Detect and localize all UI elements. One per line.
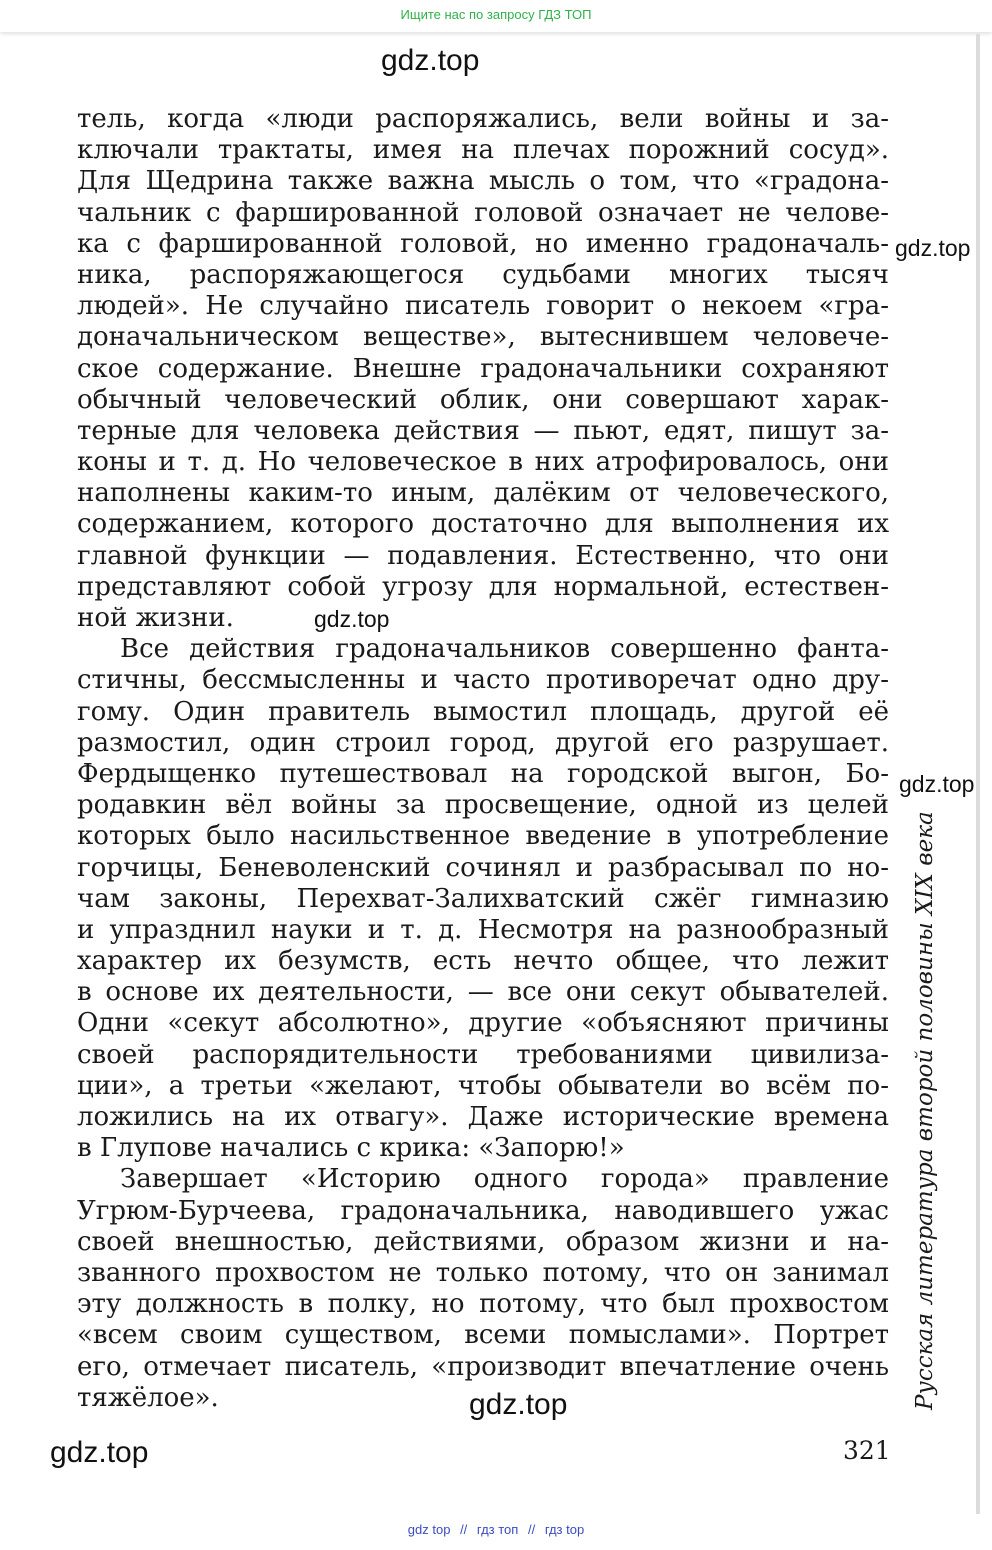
text-line: Одни «секут абсолютно», другие «объясняют причины bbox=[77, 1008, 889, 1039]
text-line: Для Щедрина также важна мысль о том, что «градона- bbox=[77, 166, 889, 197]
text-line: которых было насильственное введение в употребление bbox=[77, 821, 889, 852]
watermark-inline: gdz.top bbox=[314, 606, 390, 632]
watermark-top: gdz.top bbox=[381, 44, 480, 77]
text-line: ключали трактаты, имея на плечах порожний сосуд». bbox=[77, 135, 889, 166]
text-line: ной жизни. bbox=[77, 603, 234, 633]
text-line: стичны, бессмысленны и часто противоречат одно дру- bbox=[77, 665, 889, 696]
body-text bbox=[77, 104, 889, 1414]
text-line: Все действия градоначальников совершенно фанта- bbox=[120, 634, 889, 665]
text-line: в основе их деятельности, — все они секут обывателей. bbox=[77, 977, 889, 1008]
footer-separator: // bbox=[527, 1522, 536, 1537]
text-line: ции», а третьи «желают, чтобы обыватели во всём по- bbox=[77, 1070, 889, 1101]
text-line: ника, распоряжающегося судьбами многих тысяч bbox=[77, 259, 889, 290]
text-line: гому. Один правитель вымостил площадь, другой её bbox=[77, 696, 889, 727]
text-line: ложились на их отвагу». Даже исторические времена bbox=[77, 1102, 889, 1132]
text-line: содержанием, которого достаточно для выполнения их bbox=[77, 509, 889, 540]
watermark-bottom-center: gdz.top bbox=[469, 1388, 568, 1421]
footer-link[interactable]: gdz top bbox=[407, 1522, 451, 1537]
search-banner: Ищите нас по запросу ГДЗ ТОП bbox=[0, 0, 992, 32]
footer-separator: // bbox=[460, 1522, 468, 1537]
text-line: своей распорядительности требованиями цивилиза- bbox=[77, 1039, 889, 1070]
text-line: терные для человека действия — пьют, едят, пишут за- bbox=[77, 415, 889, 446]
page-edge-rule bbox=[976, 34, 980, 1514]
watermark-right-1: gdz.top bbox=[895, 235, 971, 261]
text-line: ское содержание. Внешне градоначальники сохраняют bbox=[77, 353, 889, 384]
text-line: представляют собой угрозу для нормальной, естествен- bbox=[77, 571, 889, 602]
text-line: размостил, один строил город, другой его разрушает. bbox=[77, 727, 889, 758]
text-line: доначальническом веществе», вытеснившем человече- bbox=[77, 322, 889, 353]
text-line: эту должность в полку, но потому, что был прохвостом bbox=[77, 1289, 889, 1320]
footer-link[interactable]: гдз топ bbox=[476, 1522, 519, 1537]
text-line: коны и т. д. Но человеческое в них атрофировалось, они bbox=[77, 447, 889, 478]
text-line: наполнены каким-то иным, далёким от человеческого, bbox=[77, 478, 889, 509]
text-line: своей внешностью, действиями, образом жизни и на- bbox=[77, 1226, 889, 1257]
watermark-bottom-left: gdz.top bbox=[50, 1436, 149, 1469]
text-line: его, отмечает писатель, «производит впечатление очень bbox=[77, 1351, 889, 1382]
sidebar-chapter-title: Русская литература второй половины XIX века bbox=[912, 811, 938, 1410]
text-line: в Глупове начались с крика: «Запорю!» bbox=[77, 1133, 625, 1164]
text-line: главной функции — подавления. Естественно, что они bbox=[77, 540, 889, 571]
text-line: Угрюм-Бурчеева, градоначальника, наводившего ужас bbox=[77, 1195, 889, 1226]
text-line: ка с фаршированной головой, но именно градоначаль- bbox=[77, 228, 889, 259]
text-line: и упразднил науки и т. д. Несмотря на разнообразный bbox=[77, 914, 889, 945]
text-line: родавкин вёл войны за просвещение, одной из целей bbox=[77, 790, 889, 821]
text-line: званного прохвостом не только потому, что он занимал bbox=[77, 1257, 889, 1288]
text-line: тяжёлое». bbox=[77, 1382, 219, 1413]
text-line: обычный человеческий облик, они совершают харак- bbox=[77, 384, 889, 415]
page-number: 321 bbox=[843, 1436, 891, 1465]
text-line: людей». Не случайно писатель говорит о некоем «гра- bbox=[77, 291, 889, 322]
text-line: тель, когда «люди распоряжались, вели войны и за- bbox=[77, 104, 889, 134]
footer-links bbox=[0, 1522, 992, 1537]
text-line: характер их безумств, есть нечто общее, что лежит bbox=[77, 946, 889, 977]
text-line: Завершает «Историю одного города» правление bbox=[120, 1164, 889, 1195]
footer-link[interactable]: гдз top bbox=[544, 1522, 585, 1537]
text-line: чам законы, Перехват-Залихватский сжёг гимназию bbox=[77, 883, 889, 914]
text-line: чальник с фаршированной головой означает не челове- bbox=[77, 197, 889, 228]
text-line: «всем своим существом, всеми помыслами». Портрет bbox=[77, 1320, 889, 1351]
text-line: Фердыщенко путешествовал на городской выгон, Бо- bbox=[77, 758, 889, 789]
text-line: горчицы, Беневоленский сочинял и разбрасывал по но- bbox=[77, 852, 889, 883]
watermark-right-2: gdz.top bbox=[899, 771, 975, 797]
